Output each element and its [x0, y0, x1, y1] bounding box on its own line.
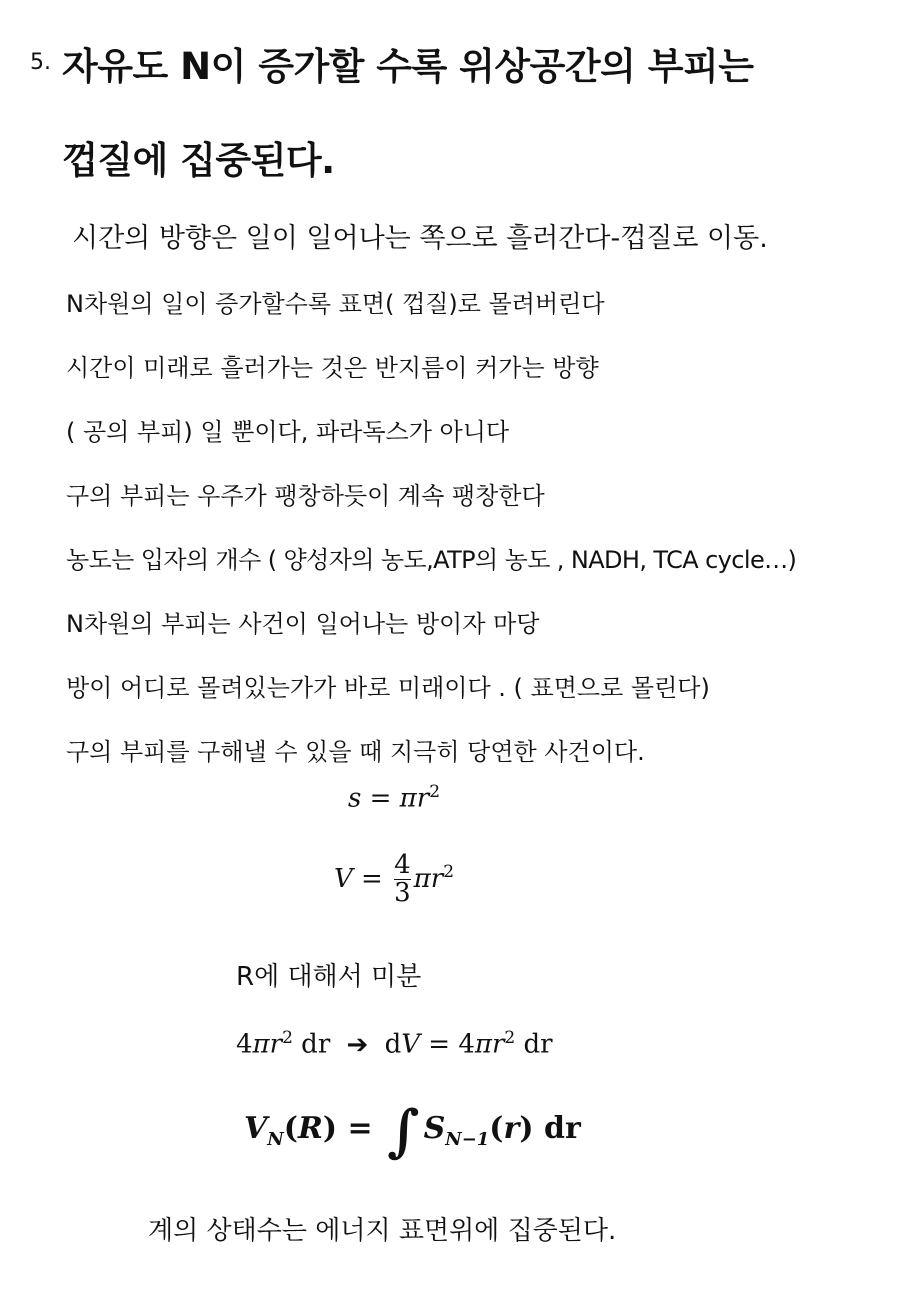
volume-symbol: V [244, 1111, 268, 1146]
fraction-four-thirds [394, 852, 411, 908]
radius-symbol: r [416, 783, 430, 814]
body-line-1: N차원의 일이 증가할수록 표면( 껍질)로 몰려버린다 [66, 290, 605, 318]
radius-capital: R [297, 1111, 323, 1146]
dimension-subscript: N [267, 1129, 284, 1150]
dr-term: dr [523, 1029, 553, 1060]
volume-formula [334, 852, 454, 908]
body-line-8: 구의 부피를 구해낼 수 있을 때 지극히 당연한 사건이다. [66, 738, 645, 766]
equals-sign: = [428, 1029, 451, 1060]
dr-term: dr [543, 1111, 581, 1146]
volume-symbol: V [401, 1029, 421, 1060]
heading-line-1: 자유도 N이 증가할 수록 위상공간의 부피는 [62, 45, 754, 88]
arrow-icon: ➔ [346, 1029, 369, 1060]
differentiate-label: R에 대해서 미분 [236, 962, 422, 992]
pi-symbol: π [474, 1029, 492, 1060]
surface-symbol: S [423, 1111, 446, 1146]
nd-volume-integral [244, 1098, 581, 1164]
paren-open: ( [283, 1111, 298, 1146]
volume-symbol: V [334, 863, 353, 894]
radius-symbol: r [269, 1029, 283, 1060]
equals-sign: = [361, 863, 383, 894]
pi-symbol: π [413, 863, 431, 894]
paren-close: ) [519, 1111, 534, 1146]
concluding-sentence: 계의 상태수는 에너지 표면위에 집중된다. [148, 1216, 617, 1246]
surface-subscript: N−1 [445, 1129, 490, 1150]
exponent: 2 [282, 1028, 293, 1048]
equals-sign: = [369, 783, 392, 814]
heading-line-2: 껍질에 집중된다. [62, 139, 335, 182]
paren-open: ( [489, 1111, 504, 1146]
coefficient: 4 [236, 1029, 253, 1060]
exponent: 2 [504, 1028, 516, 1048]
fraction-numerator: 4 [394, 850, 411, 880]
pi-symbol: π [252, 1029, 270, 1060]
fraction-denominator: 3 [394, 878, 411, 909]
body-line-3: ( 공의 부피) 일 뿐이다, 파라독스가 아니다 [66, 418, 510, 446]
body-line-5: 농도는 입자의 개수 ( 양성자의 농도,ATP의 농도 , NADH, TCA cycle…) [66, 546, 797, 574]
derivative-formula [236, 1028, 553, 1060]
body-line-6: N차원의 부피는 사건이 일어나는 방이자 마당 [66, 610, 540, 638]
paren-close: ) [322, 1111, 338, 1146]
body-line-4: 구의 부피는 우주가 팽창하듯이 계속 팽창한다 [66, 482, 545, 510]
integral-sign: ∫ [387, 1098, 420, 1164]
radius-symbol: r [503, 1111, 520, 1146]
dr-term: dr [301, 1029, 331, 1060]
radius-symbol: r [491, 1029, 505, 1060]
body-line-2: 시간이 미래로 흘러가는 것은 반지름이 커가는 방향 [66, 354, 599, 382]
radius-symbol: r [430, 863, 444, 894]
exponent: 2 [443, 862, 455, 883]
lead-sentence: 시간의 방향은 일이 일어나는 쪽으로 흘러간다-껍질로 이동. [72, 223, 768, 254]
equals-sign: = [347, 1111, 373, 1146]
area-formula [348, 782, 440, 814]
body-line-7: 방이 어디로 몰려있는가가 바로 미래이다 . ( 표면으로 몰린다) [66, 674, 710, 702]
pi-symbol: π [399, 783, 417, 814]
d-operator: d [384, 1029, 402, 1060]
section-number: 5. [30, 50, 51, 75]
area-symbol: s [348, 783, 362, 814]
coefficient: 4 [458, 1029, 475, 1060]
exponent: 2 [429, 782, 441, 802]
